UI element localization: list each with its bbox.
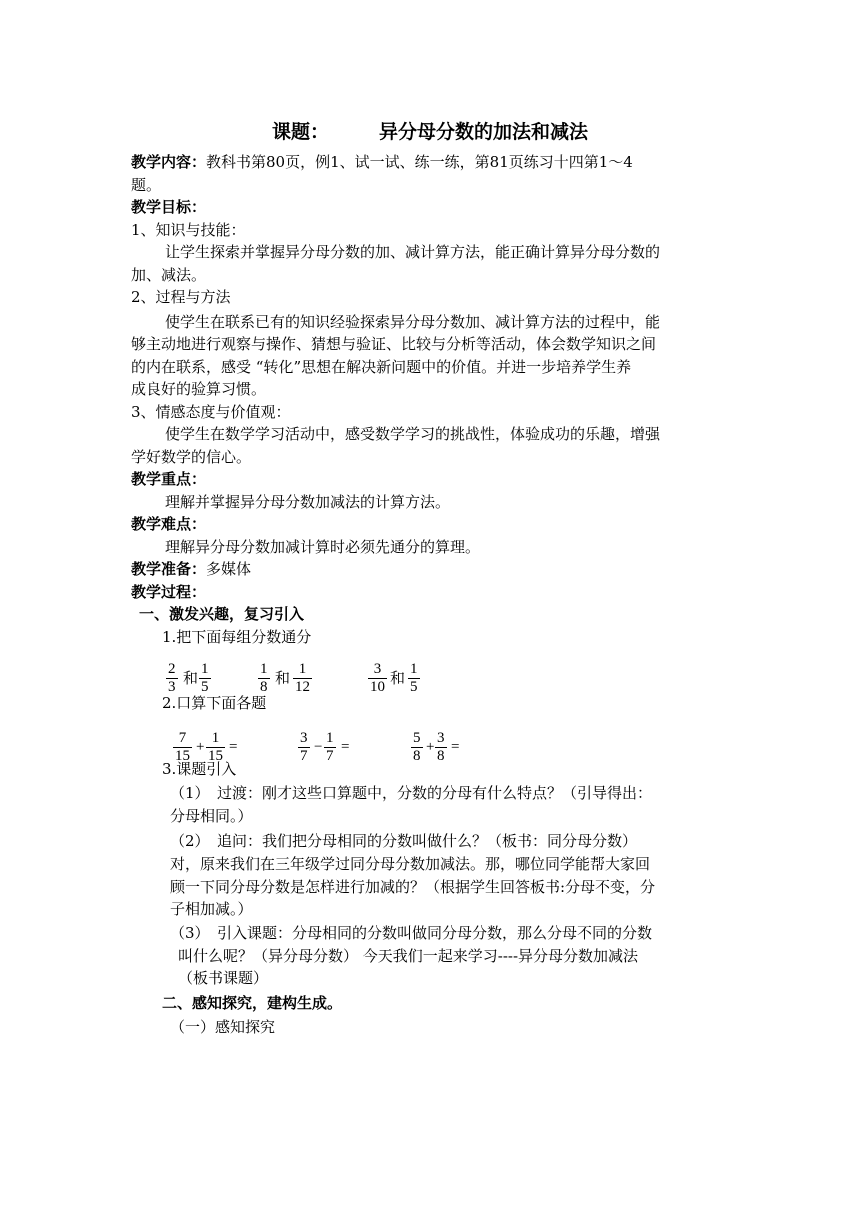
text-line (131, 582, 206, 602)
denominator: 7 (300, 748, 308, 764)
page-title (0, 117, 860, 144)
line-text: 2.口算下面各题 (162, 694, 267, 712)
denominator: 8 (437, 748, 445, 764)
fraction (173, 730, 192, 765)
line-text: 多媒体 (206, 560, 252, 578)
text-line (170, 806, 253, 826)
numerator: 3 (300, 730, 308, 746)
numerator: 1 (260, 661, 268, 677)
line-text: 1.把下面每组分数通分 (162, 628, 312, 646)
text-line (170, 877, 655, 897)
line-text: （3） 引入课题：分母相同的分数叫做同分母分数，那么分母不同的分数 (170, 924, 653, 942)
section-heading: 教学目标： (131, 198, 207, 216)
line-text: 2、过程与方法 (131, 288, 231, 306)
line-text: 够主动地进行观察与操作、猜想与验证、比较与分析等活动，体会数学知识之间 (131, 335, 657, 353)
text-line (131, 265, 206, 285)
fraction (258, 661, 270, 696)
fraction (411, 730, 423, 765)
section-heading: 教学准备： (131, 560, 207, 578)
text-line (139, 604, 304, 624)
numerator: 2 (168, 661, 176, 677)
line-text: 让学生探索并掌握异分母分数的加、减计算方法，能正确计算异分母分数的 (165, 243, 661, 261)
numerator: 1 (298, 661, 307, 677)
line-text: 叫什么呢？（异分母分数） 今天我们一起来学习----异分母分数加减法 (178, 947, 639, 965)
text-line (131, 469, 206, 489)
fraction (435, 730, 447, 765)
denominator: 7 (326, 748, 334, 764)
operator: + (426, 739, 435, 755)
text-line (165, 537, 480, 557)
numerator: 1 (211, 730, 220, 746)
join-word: 和 (390, 671, 406, 687)
text-line (170, 1017, 275, 1037)
text-line (131, 357, 631, 377)
line-text: 对，原来我们在三年级学过同分母分数加减法。那，哪位同学能帮大家回 (170, 855, 651, 873)
numerator: 7 (178, 730, 187, 746)
line-text: 学好数学的信心。 (131, 448, 252, 466)
fraction (199, 661, 211, 696)
text-line (170, 783, 652, 803)
text-line (170, 899, 253, 919)
line-text: 使学生在联系已有的知识经验探索异分母分数加、减计算方法的过程中，能 (165, 313, 661, 331)
section-heading: 一、激发兴趣，复习引入 (139, 605, 305, 623)
operator: − (314, 739, 323, 755)
text-line (165, 492, 450, 512)
text-line (165, 424, 660, 444)
section-heading: 教学内容： (131, 153, 207, 171)
line-text: 顾一下同分母分数是怎样进行加减的？（根据学生回答板书:分母不变，分 (170, 878, 656, 896)
fraction (368, 661, 387, 696)
fraction (324, 730, 336, 765)
denominator: 8 (413, 748, 421, 764)
line-text: 理解异分母分数加减计算时必须先通分的算理。 (165, 538, 481, 556)
section-heading: 二、感知探究，建构生成。 (162, 994, 343, 1012)
text-line (170, 831, 637, 851)
text-line (131, 175, 161, 195)
denominator: 12 (295, 679, 310, 695)
join-word: 和 (183, 671, 199, 687)
text-line (131, 287, 231, 307)
text-line (131, 447, 251, 467)
line-text: 子相加减。） (170, 900, 253, 918)
fraction (206, 730, 225, 765)
text-line (131, 402, 291, 422)
text-line (178, 946, 638, 966)
line-text: 3.课题引入 (162, 760, 237, 778)
text-line (178, 968, 268, 988)
equals-sign: = (229, 739, 238, 755)
line-text: 教科书第80页，例1、试一试、练一练，第81页练习十四第1～4 (206, 153, 633, 171)
text-line (131, 379, 266, 399)
numerator: 1 (201, 661, 209, 677)
text-line (170, 923, 652, 943)
section-heading: 教学重点： (131, 470, 207, 488)
text-line (131, 514, 206, 534)
denominator: 10 (370, 679, 385, 695)
line-text: 使学生在数学学习活动中，感受数学学习的挑战性，体验成功的乐趣，增强 (165, 425, 661, 443)
numerator: 3 (373, 661, 382, 677)
section-heading: 教学过程： (131, 583, 207, 601)
line-text: 的内在联系，感受 “转化”思想在解决新问题中的价值。并进一步培养学生养 (131, 358, 632, 376)
denominator: 5 (201, 679, 209, 695)
denominator: 15 (175, 748, 190, 764)
line-text: （1） 过渡：刚才这些口算题中，分数的分母有什么特点？（引导得出： (170, 784, 653, 802)
fraction (166, 661, 178, 696)
denominator: 15 (208, 748, 223, 764)
text-line (131, 334, 656, 354)
fraction (298, 730, 310, 765)
denominator: 5 (410, 679, 418, 695)
line-text: 分母相同。） (170, 807, 253, 825)
join-word: 和 (275, 671, 291, 687)
line-text: （一）感知探究 (170, 1018, 276, 1036)
text-line (131, 220, 246, 240)
text-line (165, 312, 660, 332)
section-heading: 教学难点： (131, 515, 207, 533)
line-text: 3、情感态度与价值观： (131, 403, 291, 421)
text-line (170, 854, 650, 874)
title-label: 课题： (271, 121, 329, 143)
text-line (162, 993, 342, 1013)
text-line (162, 627, 311, 647)
numerator: 1 (410, 661, 418, 677)
fraction (408, 661, 420, 696)
fraction (293, 661, 312, 696)
line-text: （板书课题） (178, 969, 269, 987)
line-text: 加、减法。 (131, 266, 207, 284)
title-text: 异分母分数的加法和减法 (379, 121, 589, 143)
equals-sign: = (451, 739, 460, 755)
text-line (162, 693, 266, 713)
text-line (131, 152, 633, 172)
text-line (165, 242, 660, 262)
numerator: 3 (437, 730, 445, 746)
line-text: （2） 追问：我们把分母相同的分数叫做什么？（板书：同分母分数） (170, 832, 638, 850)
text-line (131, 559, 251, 579)
text-line (131, 197, 206, 217)
line-text: 1、知识与技能： (131, 221, 246, 239)
denominator: 8 (260, 679, 268, 695)
numerator: 1 (326, 730, 334, 746)
line-text: 题。 (131, 176, 162, 194)
denominator: 3 (168, 679, 176, 695)
numerator: 5 (413, 730, 421, 746)
operator: + (196, 739, 205, 755)
line-text: 成良好的验算习惯。 (131, 380, 267, 398)
equals-sign: = (341, 739, 350, 755)
line-text: 理解并掌握异分母分数加减法的计算方法。 (165, 493, 451, 511)
